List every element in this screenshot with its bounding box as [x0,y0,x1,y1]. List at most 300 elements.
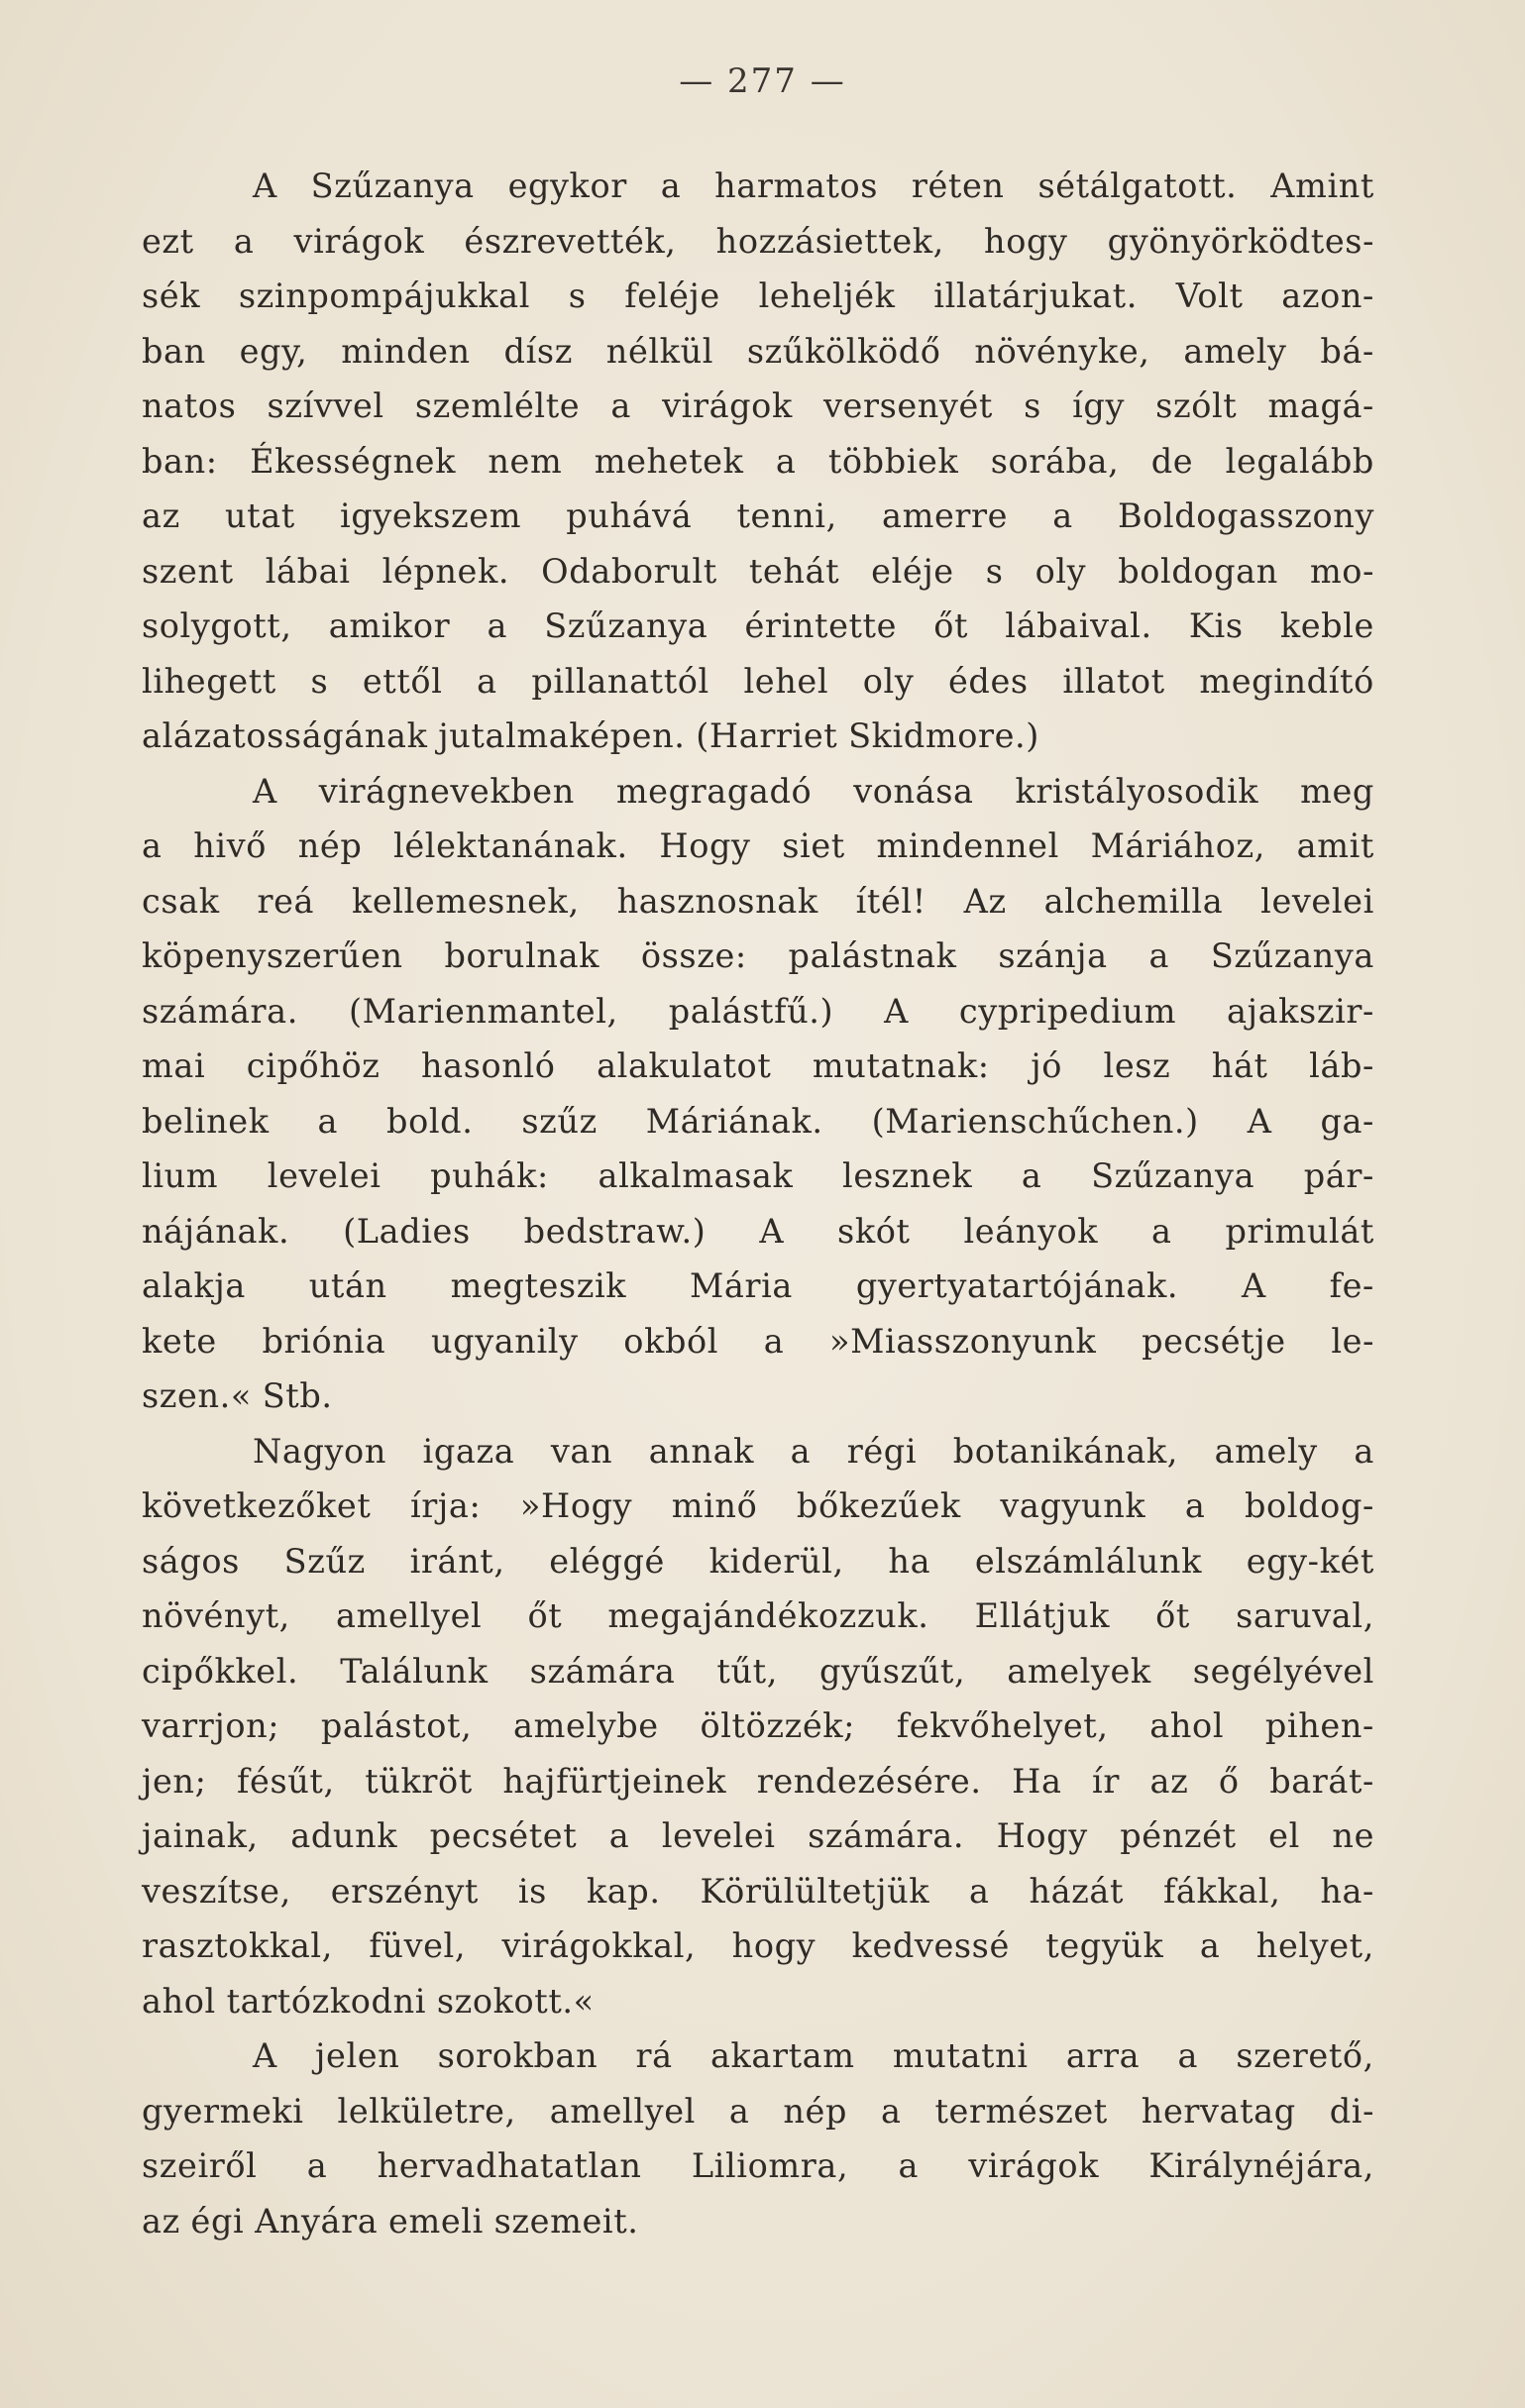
text-line [142,599,1374,654]
word: nép [297,826,363,865]
word: hervadhatatlan [377,2146,642,2185]
word: füvel, [369,1926,467,1965]
word: hasonló [420,1046,556,1085]
word: ha- [1320,1871,1374,1911]
word: Mária [690,1266,793,1305]
word: ugyanily [430,1321,579,1361]
word: lábai [265,551,351,591]
word: legalább [1225,441,1374,481]
word: sorokban [437,2036,599,2075]
word: pihen- [1264,1706,1374,1745]
word: természet [934,2091,1108,2131]
word: gyermeki [142,2091,304,2131]
word: így [1072,386,1125,425]
text-line [142,2194,1374,2249]
text-line [142,709,1374,764]
word: a [880,2091,902,2131]
word: s [1024,386,1041,425]
word: a [142,826,163,865]
text-line [142,489,1374,544]
word: Ha [1012,1761,1062,1801]
word: ne [1332,1816,1374,1855]
text-line [142,1864,1374,1919]
word: pecsétje [1142,1321,1286,1361]
word: oly [862,661,915,701]
text-line [142,764,1374,820]
word: vagyunk [1000,1486,1146,1525]
word: Liliomra, [691,2146,849,2185]
word: keble [1279,606,1374,645]
word: mo- [1309,551,1374,591]
word: bőkezűek [796,1486,961,1525]
word: nélkül [605,331,714,371]
word: Találunk [340,1651,489,1691]
word: di- [1329,2091,1374,2131]
text-line [142,1644,1374,1699]
word: arra [1065,2036,1141,2075]
word: a [1148,936,1170,975]
word: s [985,551,1004,591]
word: ha [888,1541,931,1581]
word: pár- [1303,1156,1374,1195]
text-line [142,2084,1374,2139]
word: amikor [328,606,451,645]
word: a [608,1816,630,1855]
word: megindító [1199,661,1374,701]
word: »Hogy [519,1486,633,1525]
word: cipőhöz [246,1046,381,1085]
word: kristályosodik [1015,771,1259,811]
word: de [1150,441,1194,481]
word: oly [1035,551,1087,591]
word: hasznosnak [616,881,818,921]
word: a [898,2146,920,2185]
word: megragadó [615,771,813,811]
word: gyűszűt, [818,1651,966,1691]
word: Ékességnek [250,441,456,481]
word: Boldogasszony [1117,496,1374,535]
word: le- [1331,1321,1374,1361]
word: ajakszir- [1227,991,1374,1031]
word: Máriának. [645,1101,823,1141]
word: (Marienschűchen.) [871,1101,1199,1141]
word: amely [1183,331,1287,371]
word: borulnak [444,936,600,975]
word: kap. [586,1871,661,1911]
word: egy-két [1246,1541,1374,1581]
word: dísz [503,331,573,371]
word: barát- [1269,1761,1374,1801]
word: Anyára [255,2201,379,2241]
text-line [142,2028,1374,2084]
word: írja: [409,1486,482,1525]
word: azon- [1281,276,1374,315]
word: Királynéjára, [1148,2146,1374,2185]
word: szólt [1155,386,1238,425]
word: Szűzanya [544,606,708,645]
word: (Marienmantel, [348,991,618,1031]
word: helyet, [1255,1926,1374,1965]
word: boldogan [1118,551,1278,591]
word: minő [671,1486,758,1525]
word: magá- [1267,386,1374,425]
word: növényke, [974,331,1150,371]
word: palástnak [788,936,957,975]
word: csak [142,881,220,921]
word: A [759,1211,785,1251]
word: növényt, [142,1596,290,1635]
word: rendezésére. [756,1761,982,1801]
word: solygott, [142,606,292,645]
word: nép [783,2091,848,2131]
word: virágnevekben [318,771,575,811]
word: saruval, [1236,1596,1374,1635]
word: virágok [662,386,793,425]
word: iránt, [409,1541,505,1581]
text-line [142,1314,1374,1369]
word: nem [488,441,563,481]
word: tenni, [736,496,837,535]
text-line [142,654,1374,710]
word: a [790,1431,812,1471]
word: következőket [142,1486,372,1525]
word: tartózkodni [226,1981,427,2021]
word: Ellátjuk [974,1596,1111,1635]
word: egykor [507,166,627,205]
word: ahol [1149,1706,1225,1745]
text-line [142,214,1374,270]
word: botanikának, [952,1431,1179,1471]
word: rá [635,2036,673,2075]
word: többiek [827,441,959,481]
word: puhák: [430,1156,549,1195]
word: fákkal, [1162,1871,1281,1911]
text-line [142,269,1374,324]
word: ír [1092,1761,1120,1801]
text-line [142,324,1374,380]
word: az [142,2201,180,2241]
text-line [142,544,1374,600]
body-text [142,159,1374,2248]
word: szent [142,551,234,591]
word: szinpompájukkal [238,276,531,315]
word: amely [1214,1431,1318,1471]
word: tűt, [716,1651,778,1691]
word: leheljék [758,276,896,315]
word: mutatni [892,2036,1029,2075]
word: lesznek [842,1156,973,1195]
text-line [142,1754,1374,1809]
word: szívvel [267,386,384,425]
word: vonása [853,771,974,811]
word: fésűt, [237,1761,335,1801]
word: a [233,221,255,261]
text-line [142,984,1374,1040]
word: őt [1155,1596,1190,1635]
word: hajfürtjeinek [502,1761,727,1801]
word: ahol [142,1981,216,2021]
word: jutalmaképen. [438,716,686,755]
word: rasztokkal, [142,1926,333,1965]
word: mai [142,1046,206,1085]
word: őt [527,1596,563,1635]
word: szűz [521,1101,598,1141]
word: szeiről [142,2146,258,2185]
word: natos [142,386,237,425]
word: eléggé [549,1541,665,1581]
word: s [568,276,587,315]
text-line [142,1149,1374,1204]
word: jainak, [142,1816,259,1855]
word: tükröt [365,1761,473,1801]
word: lium [142,1156,219,1195]
word: gyönyörködtes- [1107,221,1374,261]
word: annak [648,1431,755,1471]
word: Szűzanya [310,166,475,205]
word: Máriához, [1090,826,1265,865]
word: adunk [290,1816,398,1855]
word: a [775,441,797,481]
word: fekvőhelyet, [896,1706,1109,1745]
word: számára. [808,1816,965,1855]
word: palástfű.) [668,991,834,1031]
word: akartam [709,2036,855,2075]
word: levelei [661,1816,776,1855]
word: a [487,606,508,645]
word: s [310,661,329,701]
word: az [1149,1761,1189,1801]
word: virágok [968,2146,1100,2185]
word: lábaival. [1005,606,1152,645]
word: illatot [1062,661,1165,701]
word: primulát [1225,1211,1374,1251]
word: okból [623,1321,719,1361]
text-line [142,159,1374,214]
word: tehát [748,551,840,591]
word: a [1052,496,1073,535]
word: a [1354,1431,1374,1471]
word: meg [1300,771,1374,811]
word: A [1247,1101,1272,1141]
word: köpenyszerűen [142,936,403,975]
word: a [1177,2036,1199,2075]
word: jó [1031,1046,1062,1085]
word: »Miasszonyunk [829,1321,1097,1361]
word: minden [341,331,471,371]
word: kete [142,1321,217,1361]
page-number: — 277 — [679,61,846,101]
word: hogy [984,221,1068,261]
word: lépnek. [381,551,510,591]
text-line [142,1918,1374,1974]
word: Az [963,881,1007,921]
word: illatárjukat. [933,276,1138,315]
word: Szűzanya [1210,936,1374,975]
word: régi [846,1431,918,1471]
word: Amint [1270,166,1374,205]
word: fe- [1329,1266,1374,1305]
word: szen.« [142,1376,252,1415]
word: Szűz [283,1541,366,1581]
word: Odaborult [541,551,717,591]
word: erszényt [330,1871,479,1911]
word: Volt [1175,276,1244,315]
word: a [1184,1486,1206,1525]
word: A [1241,1266,1266,1305]
word: (Harriet [696,716,838,755]
text-line [142,1478,1374,1534]
word: Kis [1188,606,1244,645]
word: Szűzanya [1091,1156,1255,1195]
word: a [610,386,631,425]
word: láb- [1309,1046,1374,1085]
word: leányok [963,1211,1099,1251]
text-line [142,1974,1374,2029]
text-line [142,819,1374,874]
word: A [884,991,909,1031]
text-line [142,379,1374,434]
word: megajándékozzuk. [607,1596,929,1635]
word: bold. [386,1101,474,1141]
word: a [1021,1156,1042,1195]
word: ezt [142,221,194,261]
word: pecsétet [429,1816,578,1855]
word: ítél! [855,881,926,921]
text-line [142,874,1374,930]
word: észrevették, [464,221,677,261]
word: alchemilla [1043,881,1224,921]
word: lelkületre, [337,2091,516,2131]
text-line [142,1368,1374,1424]
word: alkalmasak [598,1156,794,1195]
word: lihegett [142,661,276,701]
word: amit [1296,826,1374,865]
word: versenyét [823,386,993,425]
word: Stb. [262,1376,333,1415]
word: jelen [315,2036,400,2075]
word: ettől [362,661,443,701]
word: házát [1029,1871,1125,1911]
word: igaza [422,1431,515,1471]
word: amelybe [513,1706,659,1745]
text-line [142,1259,1374,1314]
word: A [253,771,277,811]
word: egy, [239,331,308,371]
word: virágokkal, [501,1926,697,1965]
word: levelei [267,1156,381,1195]
word: Nagyon [253,1431,386,1471]
word: virágok [293,221,425,261]
word: A [253,2036,277,2075]
word: szűkölködő [746,331,941,371]
word: levelei [1260,881,1374,921]
word: számára [529,1651,676,1691]
word: ban: [142,441,218,481]
word: gyertyatartójának. [855,1266,1179,1305]
word: siet [782,826,845,865]
word: a [969,1871,990,1911]
text-line [142,1698,1374,1754]
word: a [728,2091,750,2131]
word: megteszik [450,1266,627,1305]
word: szerető, [1236,2036,1374,2075]
word: számára. [142,991,298,1031]
word: a [477,661,497,701]
word: emeli [388,2201,484,2241]
word: pillanattól [531,661,709,701]
word: a [1199,1926,1221,1965]
word: kedvessé [851,1926,1010,1965]
word: jen; [142,1761,207,1801]
word: tegyük [1045,1926,1164,1965]
text-line [142,1204,1374,1259]
word: ban [142,331,206,371]
word: utat [224,496,295,535]
word: mindennel [876,826,1059,865]
word: el [1268,1816,1300,1855]
word: szokott.« [436,1981,595,2021]
word: pénzét [1120,1816,1237,1855]
word: hervatag [1141,2091,1296,2131]
word: is [517,1871,547,1911]
word: kiderül, [708,1541,844,1581]
text-line [142,1039,1374,1094]
text-line [142,1534,1374,1589]
text-line [142,1808,1374,1864]
word: amellyel [336,1596,483,1635]
word: puhává [566,496,693,535]
word: Hogy [659,826,751,865]
text-line [142,1588,1374,1644]
word: briónia [262,1321,386,1361]
word: alakulatot [597,1046,772,1085]
word: ő [1218,1761,1240,1801]
word: bedstraw.) [523,1211,707,1251]
word: a [763,1321,785,1361]
word: eléje [871,551,954,591]
word: Skidmore.) [848,716,1039,755]
word: amellyel [549,2091,696,2131]
word: varrjon; [142,1706,280,1745]
word: édes [948,661,1029,701]
word: hozzásiettek, [715,221,944,261]
word: Hogy [996,1816,1088,1855]
word: lélektanának. [393,826,628,865]
word: veszítse, [142,1871,291,1911]
word: a [660,166,682,205]
word: lesz [1103,1046,1171,1085]
word: feléje [624,276,720,315]
word: ga- [1320,1101,1374,1141]
word: bá- [1320,331,1374,371]
word: szemeit. [493,2201,639,2241]
word: alázatosságának [142,716,428,755]
word: a [306,2146,328,2185]
text-line [142,2138,1374,2194]
word: a [1151,1211,1172,1251]
word: sék [142,276,201,315]
word: kellemesnek, [351,881,580,921]
word: A [253,166,277,205]
word: réten [911,166,1005,205]
word: igyekszem [340,496,522,535]
word: belinek [142,1101,270,1141]
word: után [308,1266,387,1305]
word: elszámlálunk [974,1541,1202,1581]
word: amelyek [1007,1651,1151,1691]
word: szemlélte [414,386,581,425]
word: öltözzék; [700,1706,856,1745]
